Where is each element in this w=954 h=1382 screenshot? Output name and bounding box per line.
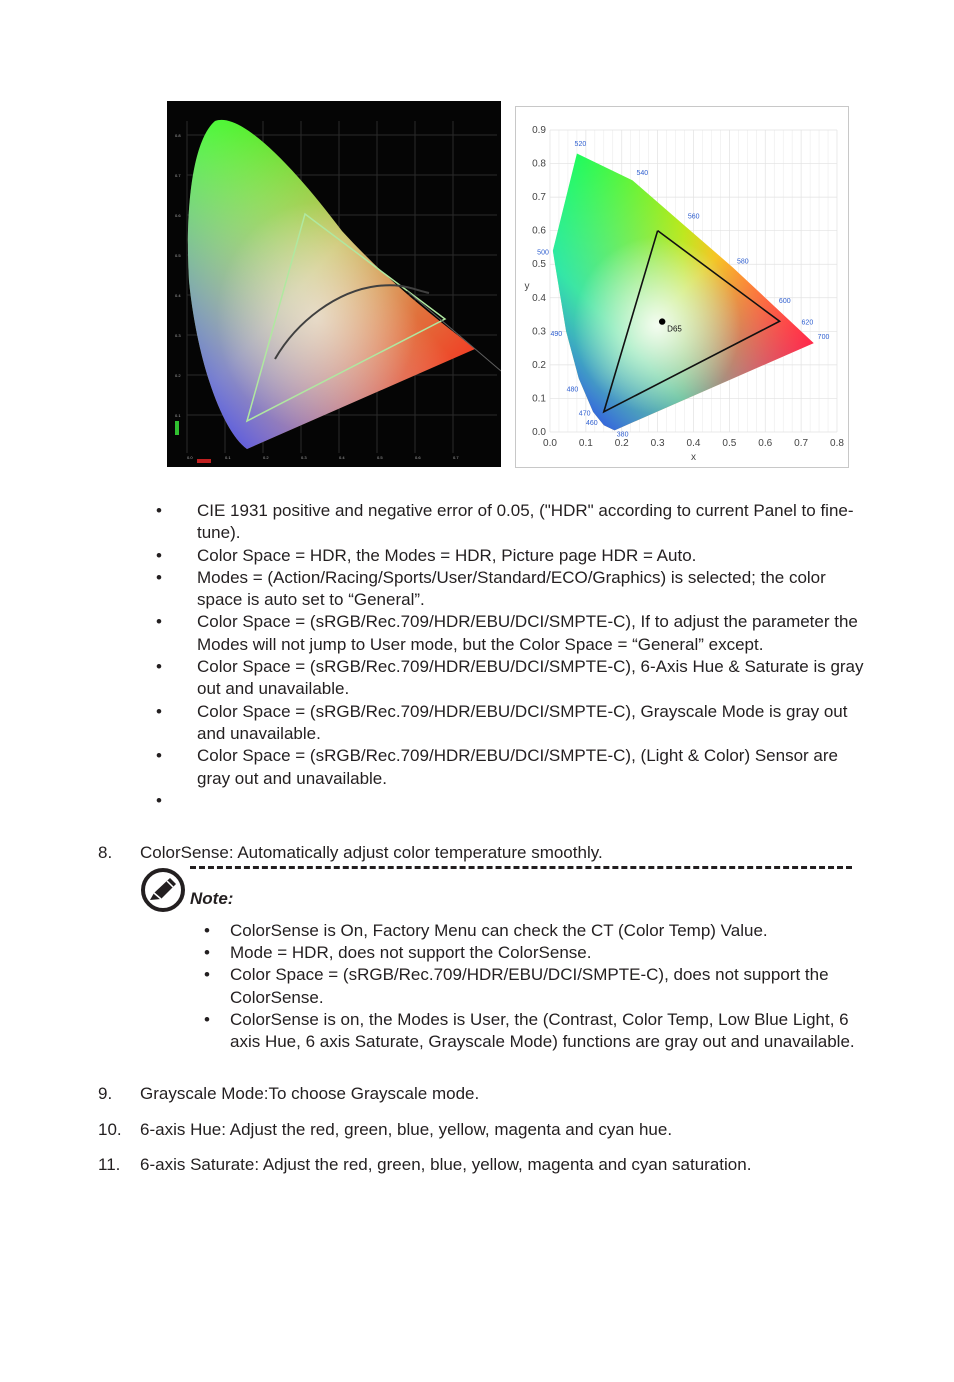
x-tick-label: 0.2	[263, 455, 269, 460]
wavelength-label: 700	[817, 334, 830, 342]
y-tick-label: 0.1	[532, 393, 546, 405]
wavelength-label: 600	[778, 297, 791, 305]
bullet-marker: •	[156, 746, 162, 766]
white-point-marker	[659, 318, 665, 324]
x-tick-label: 0.1	[578, 438, 593, 449]
item-number: 10.	[98, 1120, 122, 1139]
wavelength-label: 480	[566, 386, 579, 394]
item-text: 6-axis Saturate: Adjust the red, green, blue, yellow, magenta and cyan saturation.	[140, 1155, 752, 1174]
list-item	[152, 567, 872, 612]
list-item-text: Color Space = (sRGB/Rec.709/HDR/EBU/DCI/SMPTE-C), Grayscale Mode is gray out and unavailable.	[197, 701, 848, 743]
list-item-text: Color Space = (sRGB/Rec.709/HDR/EBU/DCI/SMPTE-C), (Light & Color) Sensor are gray out and unavailable.	[197, 746, 839, 788]
y-tick-label: 0.2	[175, 373, 181, 378]
list-item	[200, 1009, 860, 1053]
bullet-marker: •	[204, 943, 210, 963]
bullet-marker: •	[156, 567, 162, 587]
x-tick-label: 0.0	[543, 438, 557, 449]
cie-diagram-dark	[167, 101, 501, 467]
bullet-marker: •	[156, 701, 162, 721]
y-tick-label: 0.4	[532, 292, 546, 304]
y-tick-label: 0.2	[532, 359, 546, 371]
bullet-marker: •	[156, 501, 162, 520]
x-tick-label: 0.0	[187, 455, 193, 460]
list-item	[200, 942, 860, 964]
list-item	[152, 701, 872, 746]
bullet-marker: •	[156, 790, 162, 810]
bullet-marker: •	[204, 921, 210, 940]
wavelength-label: 520	[574, 141, 587, 149]
item-number: 9.	[98, 1084, 113, 1103]
list-item	[152, 500, 872, 545]
item-number: 11.	[98, 1155, 121, 1174]
list-item	[200, 920, 860, 942]
wavelength-label: 560	[687, 213, 700, 221]
x-tick-label: 0.8	[830, 438, 844, 449]
wavelength-label: 470	[578, 410, 591, 418]
y-axis-label: y	[524, 281, 530, 292]
y-tick-label: 0.5	[175, 253, 181, 258]
item-number: 8.	[98, 843, 113, 862]
y-tick-label: 0.3	[532, 326, 546, 338]
green-marker	[175, 421, 179, 435]
y-tick-label: 0.3	[175, 333, 181, 338]
x-axis-label: x	[691, 452, 696, 463]
wavelength-label: 540	[636, 169, 649, 177]
item-text: Grayscale Mode:To choose Grayscale mode.	[140, 1084, 480, 1103]
y-tick-label: 0.1	[175, 413, 181, 418]
x-tick-label: 0.3	[301, 455, 307, 460]
y-tick-label: 0.7	[175, 173, 181, 178]
y-tick-label: 0.8	[532, 158, 546, 170]
list-item-text: Mode = HDR, does not support the ColorSense.	[230, 943, 592, 963]
list-item	[152, 545, 872, 567]
list-item	[200, 964, 860, 1008]
white-point-label: D65	[667, 324, 682, 334]
list-item-text: ColorSense is on, the Modes is User, the (Contrast, Color Temp, Low Blue Light, 6 axis Hue, 6 axis Saturate, Grayscale Mode) functions are gray out and unavailable.	[230, 1009, 855, 1052]
note-label: Note:	[190, 889, 234, 908]
list-item-text: Color Space = (sRGB/Rec.709/HDR/EBU/DCI/SMPTE-C), does not support the ColorSense.	[230, 965, 829, 1007]
y-tick-label: 0.0	[532, 427, 546, 438]
bullet-marker: •	[204, 965, 210, 985]
y-tick-label: 0.9	[532, 125, 546, 136]
x-tick-label: 0.5	[377, 455, 383, 460]
x-tick-label: 0.6	[415, 455, 421, 460]
wavelength-label: 380	[616, 431, 629, 439]
bullet-marker: •	[156, 612, 162, 632]
bullet-marker: •	[156, 657, 162, 677]
x-tick-label: 0.7	[794, 438, 809, 449]
list-item-text: Modes = (Action/Racing/Sports/User/Standard/ECO/Graphics) is selected; the color space is auto set to “General”.	[197, 567, 826, 610]
note-divider	[190, 866, 852, 873]
wavelength-label: 620	[801, 319, 814, 327]
list-item-text: ColorSense is On, Factory Menu can check the CT (Color Temp) Value.	[230, 921, 768, 940]
color-space-bullet-list	[152, 500, 872, 812]
list-item-text: Color Space = (sRGB/Rec.709/HDR/EBU/DCI/SMPTE-C), 6-Axis Hue & Saturate is gray out and unavailable.	[197, 657, 864, 699]
cie-chromaticity-chart	[515, 106, 849, 468]
x-tick-label: 0.5	[722, 438, 737, 449]
bullet-marker: •	[156, 545, 162, 565]
y-tick-label: 0.6	[175, 213, 181, 218]
list-item	[152, 611, 872, 656]
list-item	[152, 656, 872, 701]
list-item	[152, 790, 872, 812]
list-item-text: Color Space = HDR, the Modes = HDR, Picture page HDR = Auto.	[197, 545, 697, 565]
wavelength-label: 580	[736, 258, 749, 266]
wavelength-label: 460	[585, 419, 598, 427]
x-tick-label: 0.3	[650, 438, 665, 449]
bullet-marker: •	[204, 1009, 210, 1029]
item-text: 6-axis Hue: Adjust the red, green, blue, yellow, magenta and cyan hue.	[140, 1120, 673, 1139]
list-item	[152, 745, 872, 790]
note-bullet-list	[200, 920, 860, 1053]
item-text: ColorSense: Automatically adjust color temperature smoothly.	[140, 843, 603, 862]
red-marker	[197, 459, 211, 463]
x-tick-label: 0.4	[339, 455, 345, 460]
x-tick-label: 0.7	[453, 455, 459, 460]
list-item-text: Color Space = (sRGB/Rec.709/HDR/EBU/DCI/SMPTE-C), If to adjust the parameter the Modes will not jump to User mode, but the Color Space = “General” except.	[197, 612, 858, 654]
x-tick-label: 0.4	[686, 438, 701, 449]
wavelength-label: 500	[537, 249, 549, 257]
y-tick-label: 0.8	[175, 133, 181, 138]
note-pen-icon	[140, 867, 186, 913]
x-tick-label: 0.6	[758, 438, 773, 449]
x-tick-label: 0.2	[614, 438, 629, 449]
y-tick-label: 0.7	[532, 192, 546, 204]
x-tick-labels	[543, 438, 844, 449]
wavelength-label: 490	[550, 331, 563, 339]
y-tick-label: 0.6	[532, 225, 546, 237]
x-tick-label: 0.1	[225, 455, 231, 460]
list-item-text: CIE 1931 positive and negative error of 0.05, ("HDR" according to current Panel to fine-tune).	[197, 501, 854, 543]
y-tick-label: 0.5	[532, 259, 546, 271]
y-tick-label: 0.4	[175, 293, 181, 298]
